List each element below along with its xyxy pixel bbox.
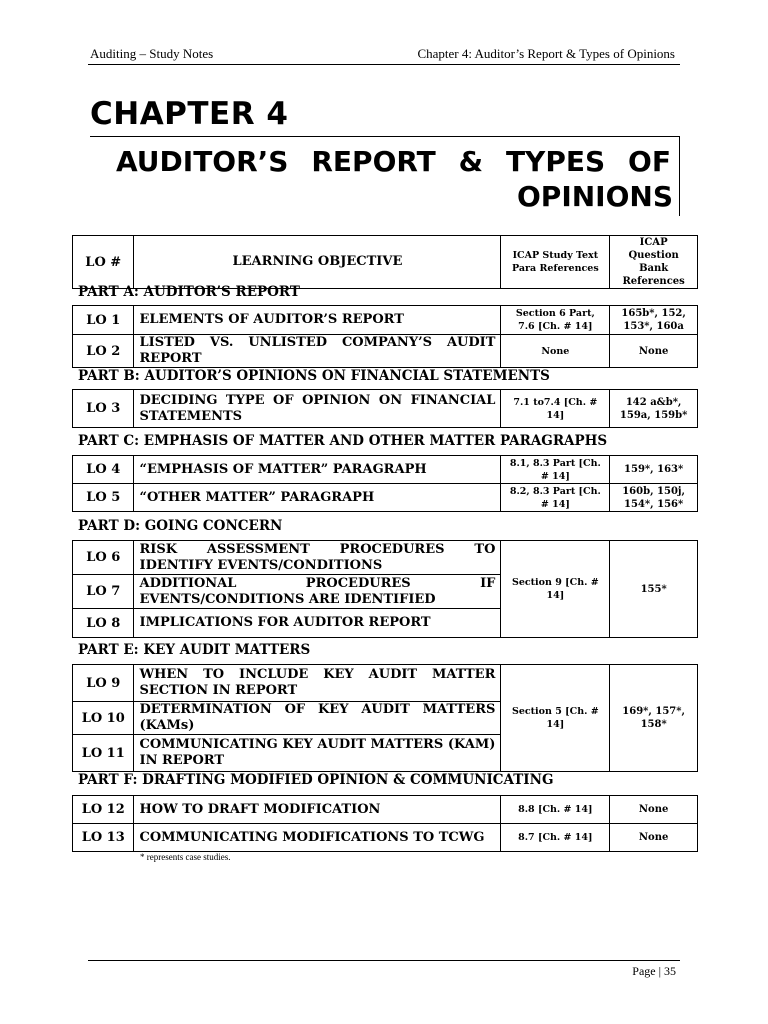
title-word: OF (628, 145, 671, 178)
lo-objective: HOW TO DRAFT MODIFICATION (134, 796, 501, 824)
lo-objective: IMPLICATIONS FOR AUDITOR REPORT (134, 609, 501, 638)
lo-objective: “EMPHASIS OF MATTER” PARAGRAPH (134, 456, 501, 484)
lo-objective: LISTED VS. UNLISTED COMPANY’S AUDIT REPORT (134, 335, 501, 368)
page-number: Page | 35 (632, 964, 676, 978)
lo-number: LO 10 (73, 702, 134, 735)
title-word: AUDITOR’S (116, 145, 289, 178)
chapter-title-line-1 (116, 145, 671, 178)
lo-question-ref: 159*, 163* (610, 456, 698, 484)
part-d-heading: PART D: GOING CONCERN (78, 518, 283, 534)
part-a-table (72, 305, 698, 368)
table-row (73, 796, 698, 824)
lo-question-ref: None (610, 824, 698, 852)
lo-question-ref: 160b, 150j, 154*, 156* (610, 484, 698, 512)
lo-number: LO 2 (73, 335, 134, 368)
lo-number: LO 13 (73, 824, 134, 852)
table-row (73, 390, 698, 428)
lo-number: LO 7 (73, 575, 134, 609)
lo-study-ref: 8.7 [Ch. # 14] (501, 824, 610, 852)
lo-study-ref: Section 9 [Ch. # 14] (501, 541, 610, 638)
header-divider (88, 64, 680, 65)
table-row (73, 541, 698, 575)
lo-objective: ELEMENTS OF AUDITOR’S REPORT (134, 306, 501, 335)
lo-number: LO 5 (73, 484, 134, 512)
table-row (73, 824, 698, 852)
part-c-table (72, 455, 698, 512)
lo-question-ref: 142 a&b*, 159a, 159b* (610, 390, 698, 428)
col-header-study-text: ICAP Study Text Para References (501, 236, 610, 289)
lo-study-ref: 8.1, 8.3 Part [Ch. # 14] (501, 456, 610, 484)
lo-objective: COMMUNICATING MODIFICATIONS TO TCWG (134, 824, 501, 852)
chapter-title-line-2: OPINIONS (517, 180, 673, 213)
lo-study-ref: 8.8 [Ch. # 14] (501, 796, 610, 824)
lo-number: LO 6 (73, 541, 134, 575)
lo-number: LO 9 (73, 665, 134, 702)
lo-number: LO 8 (73, 609, 134, 638)
lo-number: LO 4 (73, 456, 134, 484)
part-e-table (72, 664, 698, 772)
part-e-heading: PART E: KEY AUDIT MATTERS (78, 642, 311, 658)
lo-study-ref: Section 6 Part, 7.6 [Ch. # 14] (501, 306, 610, 335)
part-b-table (72, 389, 698, 428)
table-row (73, 665, 698, 702)
part-f-table (72, 795, 698, 852)
lo-number: LO 12 (73, 796, 134, 824)
footnote: * represents case studies. (140, 852, 231, 862)
title-word: & (458, 145, 484, 178)
lo-question-ref: 169*, 157*, 158* (610, 665, 698, 772)
lo-study-ref: Section 5 [Ch. # 14] (501, 665, 610, 772)
lo-number: LO 3 (73, 390, 134, 428)
lo-objective: RISK ASSESSMENT PROCEDURES TO IDENTIFY EVENTS/CONDITIONS (134, 541, 501, 575)
part-b-heading: PART B: AUDITOR’S OPINIONS ON FINANCIAL STATEMENTS (78, 368, 550, 384)
lo-question-ref: None (610, 796, 698, 824)
col-header-lo: LO # (73, 236, 134, 289)
table-row (73, 456, 698, 484)
chapter-title-block (90, 136, 680, 216)
table-row (73, 306, 698, 335)
col-header-objective: LEARNING OBJECTIVE (134, 236, 501, 289)
lo-objective: DECIDING TYPE OF OPINION ON FINANCIAL STATEMENTS (134, 390, 501, 428)
lo-study-ref: 7.1 to7.4 [Ch. # 14] (501, 390, 610, 428)
lo-question-ref: None (610, 335, 698, 368)
lo-objective: “OTHER MATTER” PARAGRAPH (134, 484, 501, 512)
lo-question-ref: 165b*, 152, 153*, 160a (610, 306, 698, 335)
part-c-heading: PART C: EMPHASIS OF MATTER AND OTHER MATTER PARAGRAPHS (78, 433, 608, 449)
title-word: REPORT (311, 145, 436, 178)
lo-objective: COMMUNICATING KEY AUDIT MATTERS (KAM) IN REPORT (134, 735, 501, 772)
part-d-table (72, 540, 698, 638)
title-word: TYPES (505, 145, 606, 178)
lo-objective: ADDITIONAL PROCEDURES IF EVENTS/CONDITIONS ARE IDENTIFIED (134, 575, 501, 609)
chapter-number: CHAPTER 4 (90, 96, 289, 132)
running-header-right: Chapter 4: Auditor’s Report & Types of Opinions (417, 46, 675, 61)
part-a-heading: PART A: AUDITOR’S REPORT (78, 284, 300, 300)
running-header-left: Auditing – Study Notes (90, 46, 214, 61)
lo-number: LO 11 (73, 735, 134, 772)
part-f-heading: PART F: DRAFTING MODIFIED OPINION & COMMUNICATING (78, 772, 554, 788)
table-row (73, 484, 698, 512)
col-header-question-bank: ICAP Question Bank References (610, 236, 698, 289)
lo-study-ref: None (501, 335, 610, 368)
lo-objective: WHEN TO INCLUDE KEY AUDIT MATTER SECTION IN REPORT (134, 665, 501, 702)
footer-divider (88, 960, 680, 961)
lo-objective: DETERMINATION OF KEY AUDIT MATTERS (KAMs) (134, 702, 501, 735)
lo-table-header (72, 235, 698, 289)
lo-question-ref: 155* (610, 541, 698, 638)
lo-study-ref: 8.2, 8.3 Part [Ch. # 14] (501, 484, 610, 512)
lo-number: LO 1 (73, 306, 134, 335)
table-row (73, 335, 698, 368)
